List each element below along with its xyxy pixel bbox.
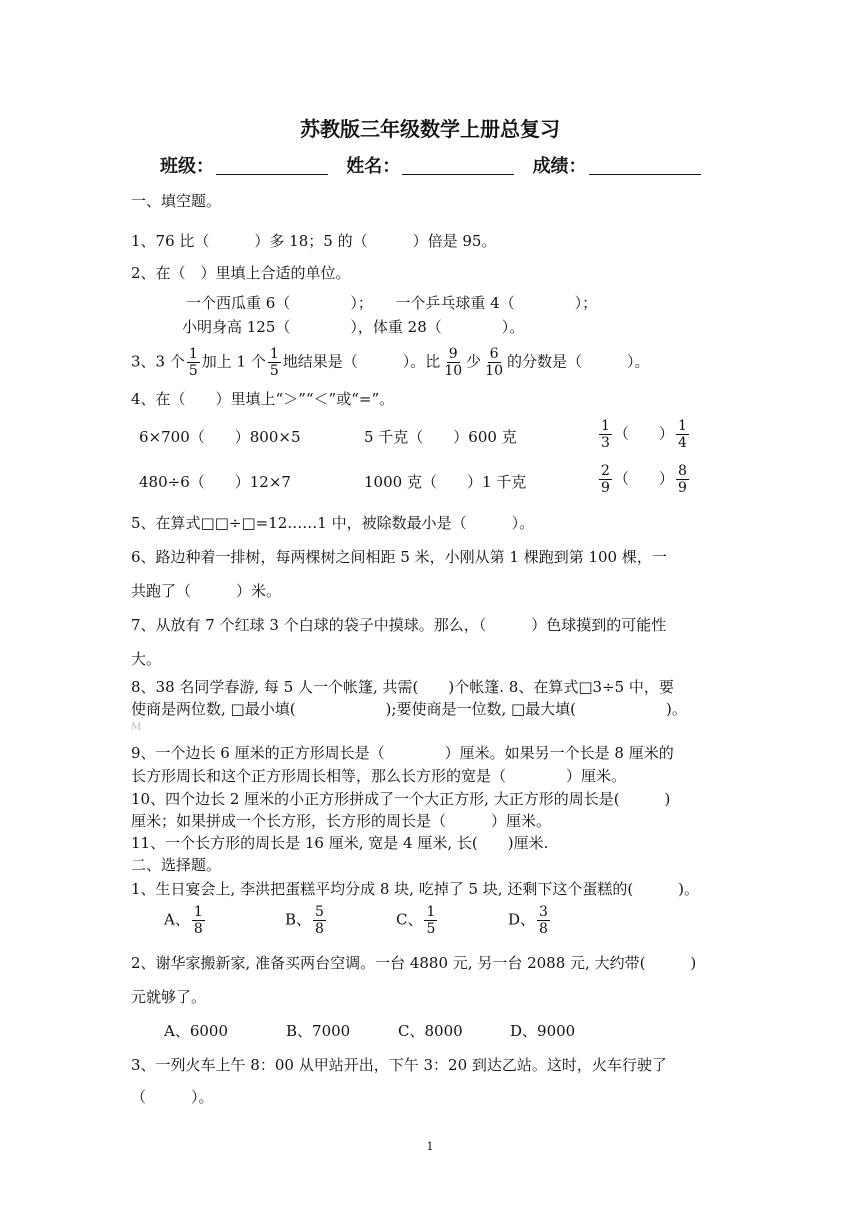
compare-item-e: 1000 克（ ）1 千克 (364, 473, 527, 491)
compare-item-b: 5 千克（ ）600 克 (364, 428, 517, 446)
fraction: $\frac{1}{4}$ (677, 418, 687, 451)
fraction: $\frac{1}{5}$ (269, 346, 279, 379)
student-info-row (160, 152, 713, 178)
q3-text-5: 的分数是（ ）。 (506, 352, 650, 371)
fraction: $\frac{2}{9}$ (601, 463, 610, 496)
fraction: $\frac{1}{5}$ (188, 346, 198, 379)
choice-1-option-d: D、 $\frac{3}{8}$ (508, 904, 548, 937)
question-1: 1、76 比（ ）多 18；5 的（ ）倍是 95。 (131, 232, 497, 250)
q3-text-2: 加上 1 个 (201, 352, 266, 371)
q3-text-4: 少 (466, 352, 482, 371)
score-blank (589, 156, 701, 175)
score-label: 成绩： (532, 156, 587, 177)
question-9-line-b: 长方形周长和这个正方形周长相等，那么长方形的宽是（ ）厘米。 (131, 767, 627, 785)
question-8-line-a: 8、38 名同学春游, 每 5 人一个帐篷, 共需( )个帐篷. 8、在算式□3÷5 中，要 (131, 678, 674, 696)
question-9-line-a: 9、一个边长 6 厘米的正方形周长是（ ）厘米。如果另一个长是 8 厘米的 (131, 744, 674, 762)
choice-1: 1、生日宴会上, 李洪把蛋糕平均分成 8 块, 吃掉了 5 块, 还剩下这个蛋糕的( )。 (131, 880, 700, 898)
compare-item-a: 6×700（ ）800×5 (139, 428, 301, 446)
page-title: 苏教版三年级数学上册总复习 (300, 117, 560, 141)
fraction: $\frac{8}{9}$ (677, 463, 687, 496)
name-blank (402, 156, 514, 175)
question-7-line-b: 大。 (131, 650, 162, 668)
choice-2-option-a: A、6000 (164, 1022, 229, 1040)
question-6-line-a: 6、路边种着一排树，每两棵树之间相距 5 米，小刚从第 1 棵跑到第 100 棵，一 (131, 548, 667, 566)
fraction: $\frac{9}{10}$ (444, 346, 463, 379)
question-8-line-b: 使商是两位数, □最小填( );要使商是一位数, □最大填( )。 (131, 700, 687, 718)
fraction: $\frac{3}{8}$ (539, 904, 548, 937)
compare-item-d: 480÷6（ ）12×7 (139, 473, 291, 491)
question-4: 4、在（ ）里填上“＞”“＜”或“=”。 (131, 390, 395, 408)
choice-2-line-b: 元就够了。 (131, 988, 207, 1006)
choice-2-line-a: 2、谢华家搬新家, 准备买两台空调。一台 4880 元, 另一台 2088 元, 大约带( ) (131, 954, 697, 972)
section-fill-blank: 一、填空题。 (131, 192, 222, 210)
question-7-line-a: 7、从放有 7 个红球 3 个白球的袋子中摸球。那么，（ ）色球摸到的可能性 (131, 616, 667, 634)
question-10-line-b: 厘米；如果拼成一个长方形，长方形的周长是（ ）厘米。 (131, 812, 552, 830)
q3-text-1: 3、3 个 (131, 352, 185, 371)
class-label: 班级： (160, 156, 214, 177)
compare-item-f: $\frac{2}{9}$ （ ） $\frac{8}{9}$ (601, 463, 687, 496)
question-2-line-a: 一个西瓜重 6（ ）； 一个乒乓球重 4（ ）； (186, 294, 598, 312)
fraction: $\frac{5}{8}$ (315, 904, 324, 937)
question-10-line-a: 10、四个边长 2 厘米的小正方形拼成了一个大正方形, 大正方形的周长是( ) (131, 790, 671, 808)
question-2-line-b: 小明身高 125（ ），体重 28（ ）。 (182, 318, 525, 336)
class-blank (216, 156, 328, 175)
compare-item-c: $\frac{1}{3}$ （ ） $\frac{1}{4}$ (601, 418, 687, 451)
fraction: $\frac{6}{10}$ (485, 346, 503, 379)
choice-2-option-b: B、7000 (286, 1022, 351, 1040)
question-11: 11、一个长方形的周长是 16 厘米, 宽是 4 厘米, 长( )厘米. (131, 834, 549, 852)
choice-2-option-c: C、8000 (398, 1022, 463, 1040)
choice-3-line-a: 3、一列火车上午 8：00 从甲站开出，下午 3：20 到达乙站。这时，火车行驶了 (131, 1056, 667, 1074)
q3-text-3: 地结果是（ ）。比 (282, 352, 441, 371)
choice-3-line-b: （ ）。 (131, 1088, 214, 1106)
section-choice: 二、选择题。 (131, 856, 222, 874)
question-2: 2、在（ ）里填上合适的单位。 (131, 264, 351, 282)
question-6-line-b: 共跑了（ ）米。 (131, 582, 282, 600)
choice-2-option-d: D、9000 (510, 1022, 576, 1040)
fraction: $\frac{1}{8}$ (193, 904, 203, 937)
choice-1-option-c: C、 $\frac{1}{5}$ (396, 904, 436, 937)
fraction: $\frac{1}{3}$ (601, 418, 610, 451)
faint-mark: M (131, 722, 142, 733)
question-5: 5、在算式□□÷□=12……1 中，被除数最小是（ ）。 (131, 514, 535, 532)
fraction: $\frac{1}{5}$ (426, 904, 436, 937)
question-3 (131, 346, 650, 379)
page-number: 1 (426, 1140, 434, 1153)
choice-1-option-a: A、 $\frac{1}{8}$ (164, 904, 203, 937)
name-label: 姓名： (346, 156, 401, 177)
choice-1-option-b: B、 $\frac{5}{8}$ (285, 904, 324, 937)
